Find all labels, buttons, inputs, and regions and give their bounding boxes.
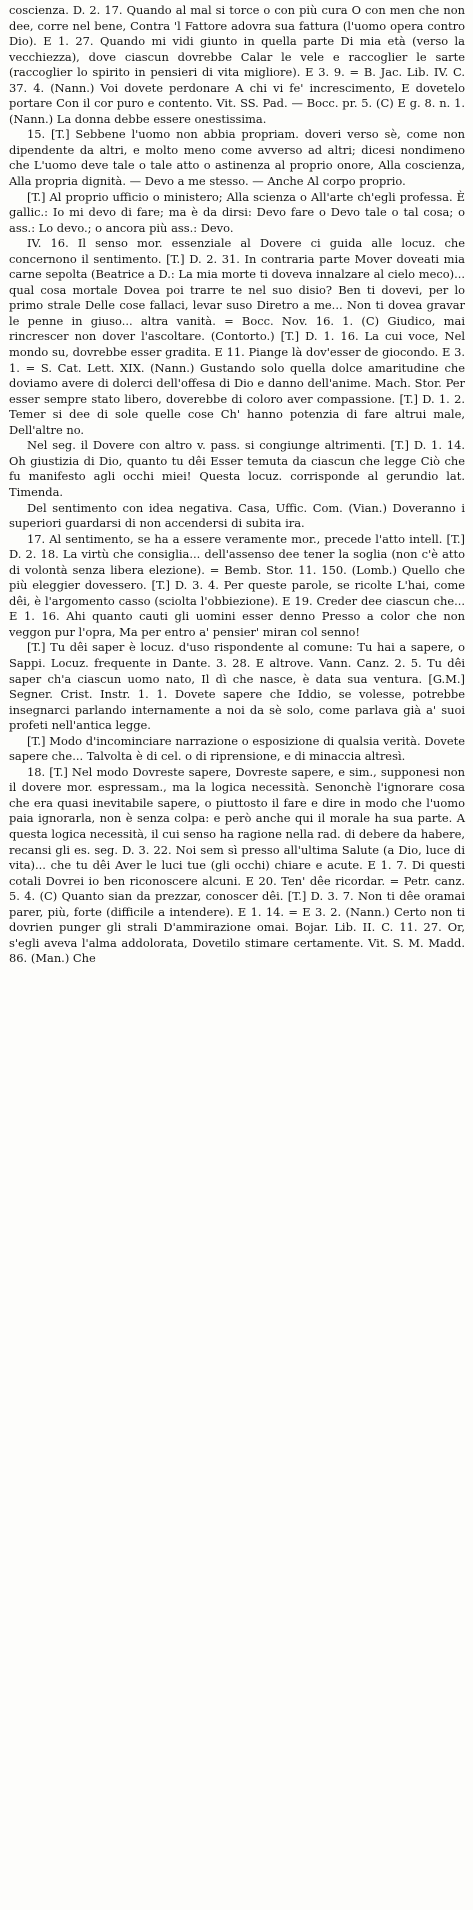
entry-paragraph-17-saper: [T.] Tu dêi saper è locuz. d'uso rispondente al comune: Tu hai a sapere, o Sappi. Locuz. frequente in Dante. 3. 28. E altrove. Vann. Canz. 2. 5. Tu dêi saper ch'a ciascun uomo nato, Il dì che nasce, è data sua ventura. [G.M.] Segner. Crist. Instr. 1. 1. Dovete sapere che Iddio, se volesse, potrebbe insegnarci parlando internamente a noi da sè solo, come parlava già a' suoi profeti nell'antica legge. [9,640,465,733]
entry-paragraph-16-negativa: Del sentimento con idea negativa. Casa, Uffic. Com. (Vian.) Doveranno i superiori guardarsi di non accendersi di subita ira. [9,500,465,531]
entry-paragraph-15-ufficio: [T.] Al proprio ufficio o ministero; Alla scienza o All'arte ch'egli professa. È gallic.: Io mi devo di fare; ma è da dirsi: Devo fare o Devo tale o tal cosa; o ass.: Lo devo.; o ancora più ass.: Devo. [9,189,465,235]
entry-paragraph-17-narrazione: [T.] Modo d'incominciare narrazione o esposizione di qualsia verità. Dovete sapere che... Talvolta è di cel. o di riprensione, e di minaccia altresì. [9,733,465,764]
entry-paragraph-15: 15. [T.] Sebbene l'uomo non abbia propriam. doveri verso sè, come non dipendente da altri, e molto meno come avverso ad altri; dicesi nondimeno che L'uomo deve tale o tale atto o astinenza al proprio onore, Alla coscienza, Alla propria dignità. — Devo a me stesso. — Anche Al corpo proprio. [9,127,465,189]
entry-paragraph-17: 17. Al sentimento, se ha a essere veramente mor., precede l'atto intell. [T.] D. 2. 18. La virtù che consiglia... dell'assenso dee tener la soglia (non c'è atto di volontà senza libera elezione). = Bemb. Stor. 11. 150. (Lomb.) Quello che più eleggier dovessero. [T.] D. 3. 4. Per queste parole, se ricolte L'hai, come dêi, è l'argomento casso (sciolta l'obbiezione). E 19. Creder dee ciascun che... E 1. 16. Ahi quanto cauti gli uomini esser denno Presso a color che non veggon pur l'opra, Ma per entro a' pensier' miran col senno! [9,531,465,639]
entry-paragraph-18: 18. [T.] Nel modo Dovreste sapere, Dovreste sapere, e sim., supponesi non il dovere mor. espressam., ma la logica necessità. Senonchè l'ignorare cosa che era quasi inevitabile sapere, o piuttosto il fare e dire in modo che l'uomo paia ignorarla, non è senza colpa: e però anche qui il morale ha sua parte. A questa logica necessità, il cui senso ha ragione nella rad. di debere da habere, recansi gli es. seg. D. 3. 22. Noi sem sì presso all'ultima Salute (a Dio, luce di vita)... che tu dêi Aver le luci tue (gli occhi) chiare e acute. E 1. 7. Di questi cotali Dovrei io ben riconoscere alcuni. E 20. Ten' dêe ricordar. = Petr. canz. 5. 4. (C) Quanto sian da prezzar, conoscer dêi. [T.] D. 3. 7. Non ti dêe oramai parer, più, forte (difficile a intendere). E 1. 14. = E 3. 2. (Nann.) Certo non ti dovrien punger gli strali D'ammirazione omai. Bojar. Lib. II. C. 11. 27. Or, s'egli aveva l'alma addolorata, Dovetilo stimare certamente. Vit. S. M. Madd. 86. (Man.) Che [9,764,465,966]
entry-paragraph-16-passivo: Nel seg. il Dovere con altro v. pass. si congiunge altrimenti. [T.] D. 1. 14. Oh giustizia di Dio, quanto tu dêi Esser temuta da ciascun che legge Ciò che fu manifesto agli occhi miei! Questa locuz. corrisponde al gerundio lat. Timenda. [9,438,465,499]
entry-paragraph-16: IV. 16. Il senso mor. essenziale al Dovere ci guida alle locuz. che concernono il sentimento. [T.] D. 2. 31. In contraria parte Mover doveati mia carne sepolta (Beatrice a D.: La mia morte ti doveva innalzare al cielo meco)... qual cosa mortale Dovea poi trarre te nel suo disio? Ben ti dovevi, per lo primo strale Delle cose fallaci, levar suso Diretro a me... Non ti dovea gravar le penne in giuso... altra vanità. = Bocc. Nov. 16. 1. (C) Giudico, mai rincrescer non dover l'ascoltare. (Contorto.) [T.] D. 1. 16. La cui voce, Nel mondo su, dovrebbe esser gradita. E 11. Piange là dov'esser de giocondo. E 3. 1. = S. Cat. Lett. XIX. (Nann.) Gustando solo quella dolce amaritudine che doviamo avere di dolerci dell'offesa di Dio e danno dell'anime. Mach. Stor. Per esser sempre stato libero, doverebbe di coloro aver compassione. [T.] D. 1. 2. Temer si dee di sole quelle cose Ch' hanno potenzia di fare altrui male, Dell'altre no. [9,236,465,437]
entry-paragraph-continued: coscienza. D. 2. 17. Quando al mal si torce o con più cura O con men che non dee, corre nel bene, Contra 'l Fattore adovra sua fattura (l'uomo opera contro Dio). E 1. 27. Quando mi vidi giunto in quella parte Di mia età (verso la vecchiezza), dove ciascun dovrebbe Calar le vele e raccoglier le sarte (raccoglier lo spirito in pensieri di vita migliore). E 3. 9. = B. Jac. Lib. IV. C. 37. 4. (Nann.) Voi dovete perdonare A chi vi fe' increscimento, E dovetelo portare Con il cor puro e contento. Vit. SS. Pad. — Bocc. pr. 5. (C) E g. 8. n. 1. (Nann.) La donna debbe essere onestissima. [9,3,465,126]
